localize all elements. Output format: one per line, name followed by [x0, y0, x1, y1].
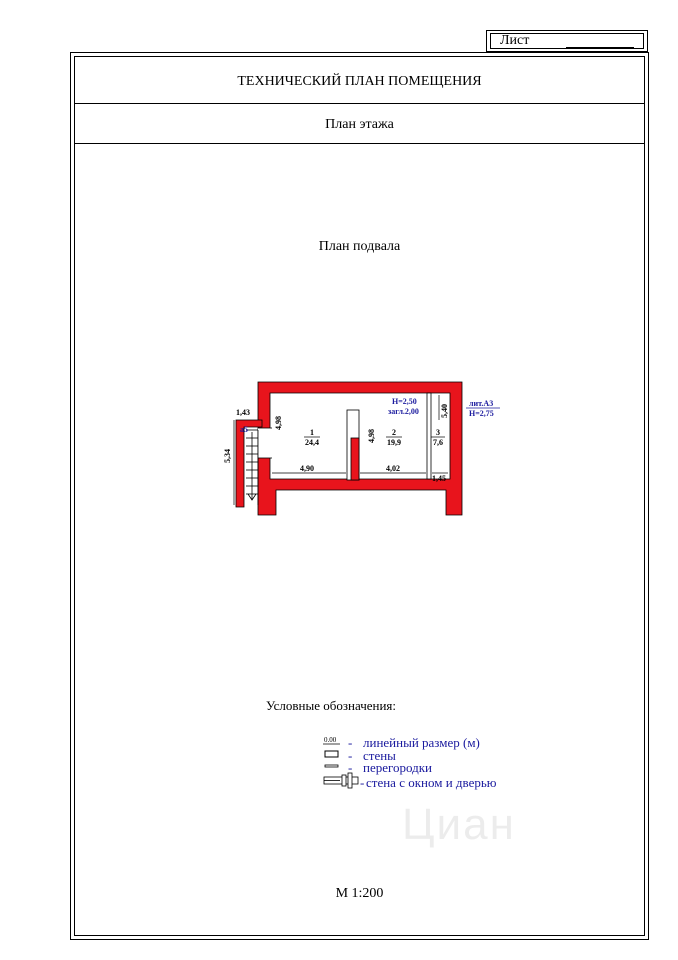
legend-dash: -: [360, 775, 365, 790]
room-number: 2: [392, 428, 396, 437]
dimension-label: 4,98: [274, 416, 283, 430]
scale-label: М 1:200: [335, 886, 384, 901]
legend-dash: -: [348, 735, 353, 750]
dimension-label: 1,45: [432, 474, 446, 483]
legend-item-dimension: линейный размер (м): [363, 735, 480, 750]
dimension-label: 4,98: [367, 429, 376, 443]
legend-title: Условные обозначения:: [266, 698, 397, 713]
interior-wall-stub: [351, 438, 359, 480]
legend-symbols: [318, 734, 365, 794]
legend-item-wall-window-door: стена с окном и дверью: [366, 775, 497, 790]
room-area: 7,6: [433, 438, 443, 447]
height-note: H=2,50: [392, 397, 417, 406]
room-number: 1: [310, 428, 314, 437]
legend-dash: -: [348, 760, 353, 775]
dimension-label: 4,90: [300, 464, 314, 473]
building-height: H=2,75: [469, 409, 494, 418]
doorway-opening: [258, 428, 272, 458]
stair-label: a5: [240, 425, 248, 434]
floor-plan-subtitle: План этажа: [325, 117, 394, 132]
legend-dash: -: [348, 748, 353, 763]
building-note: лит.А3: [469, 399, 494, 408]
depth-note: загл.2,00: [388, 407, 419, 416]
stairs: [246, 430, 258, 505]
wall-window-door-icon: [324, 773, 358, 788]
thin-partition: [427, 393, 431, 479]
dimension-label: 5,40: [440, 404, 449, 418]
watermark-logo: Циан: [402, 800, 516, 849]
legend-item-walls: стены: [363, 748, 396, 763]
partition-sample-icon: [325, 765, 338, 767]
room-area: 24,4: [305, 438, 319, 447]
dimension-sample-icon: [323, 736, 340, 744]
room-area: 19,9: [387, 438, 401, 447]
dimension-label: 4,02: [386, 464, 400, 473]
svg-text:0.00: 0.00: [324, 736, 337, 744]
dimension-label: 5,34: [223, 449, 232, 463]
legend-item-partitions: перегородки: [363, 760, 433, 775]
document-title: ТЕХНИЧЕСКИЙ ПЛАН ПОМЕЩЕНИЯ: [237, 74, 482, 89]
sheet-label: Лист: [500, 33, 530, 48]
basement-plan-title: План подвала: [318, 239, 401, 254]
wall-sample-icon: [325, 751, 338, 757]
dimension-label: 1,43: [236, 408, 250, 417]
room-number: 3: [436, 428, 440, 437]
